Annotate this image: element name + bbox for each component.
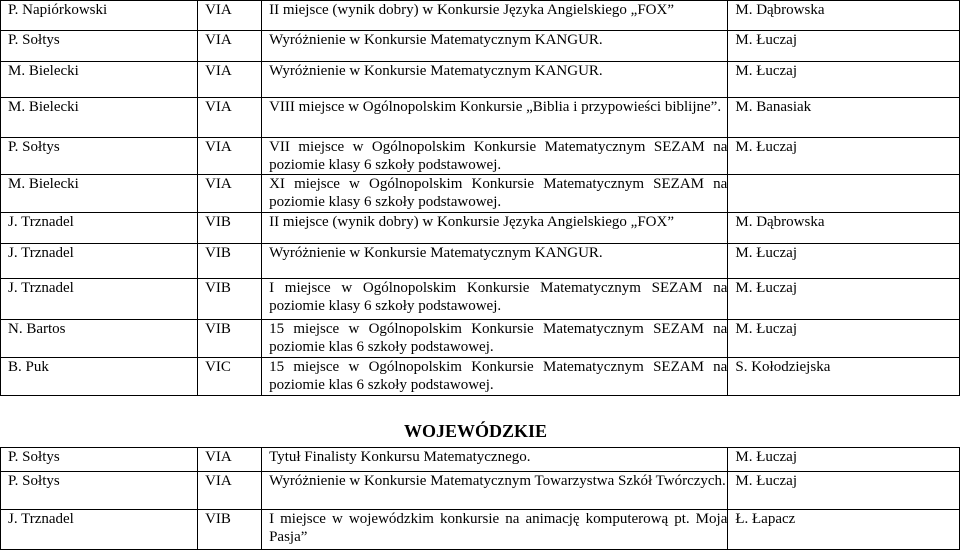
student-name: J. Trznadel bbox=[1, 244, 198, 279]
teacher-name: Ł. Łapacz bbox=[728, 510, 960, 550]
teacher-name: M. Dąbrowska bbox=[728, 213, 960, 244]
student-name: M. Bielecki bbox=[1, 62, 198, 98]
teacher-name: M. Łuczaj bbox=[728, 62, 960, 98]
teacher-name: M. Łuczaj bbox=[728, 279, 960, 320]
student-class: VIB bbox=[198, 213, 262, 244]
table-row bbox=[1, 358, 960, 396]
table-row bbox=[1, 175, 960, 213]
student-class: VIB bbox=[198, 279, 262, 320]
table-row bbox=[1, 279, 960, 320]
award-description: 15 miejsce w Ogólnopolskim Konkursie Matematycznym SEZAM na poziomie klas 6 szkoły podstawowej. bbox=[262, 358, 728, 396]
student-name: P. Sołtys bbox=[1, 31, 198, 62]
student-class: VIA bbox=[198, 62, 262, 98]
student-class: VIA bbox=[198, 138, 262, 175]
teacher-name: S. Kołodziejska bbox=[728, 358, 960, 396]
award-description: 15 miejsce w Ogólnopolskim Konkursie Matematycznym SEZAM na poziomie klas 6 szkoły podstawowej. bbox=[262, 320, 728, 358]
teacher-name: M. Łuczaj bbox=[728, 138, 960, 175]
table-row bbox=[1, 472, 960, 510]
table-row bbox=[1, 244, 960, 279]
student-class: VIA bbox=[198, 31, 262, 62]
table-row bbox=[1, 31, 960, 62]
student-name: J. Trznadel bbox=[1, 213, 198, 244]
teacher-name: M. Banasiak bbox=[728, 98, 960, 138]
award-description: I miejsce w Ogólnopolskim Konkursie Matematycznym SEZAM na poziomie klasy 6 szkoły podstawowej. bbox=[262, 279, 728, 320]
student-name: J. Trznadel bbox=[1, 510, 198, 550]
student-class: VIA bbox=[198, 1, 262, 31]
student-class: VIA bbox=[198, 448, 262, 472]
award-description: VIII miejsce w Ogólnopolskim Konkursie „Biblia i przypowieści biblijne”. bbox=[262, 98, 728, 138]
student-class: VIB bbox=[198, 320, 262, 358]
teacher-name: M. Łuczaj bbox=[728, 31, 960, 62]
table-row bbox=[1, 98, 960, 138]
student-class: VIB bbox=[198, 244, 262, 279]
award-description: Wyróżnienie w Konkursie Matematycznym KANGUR. bbox=[262, 62, 728, 98]
award-description: Wyróżnienie w Konkursie Matematycznym KANGUR. bbox=[262, 244, 728, 279]
section-heading-regional: WOJEWÓDZKIE bbox=[404, 421, 548, 441]
student-class: VIA bbox=[198, 472, 262, 510]
student-name: P. Sołtys bbox=[1, 138, 198, 175]
table-row bbox=[1, 138, 960, 175]
teacher-name bbox=[728, 175, 960, 213]
student-name: B. Puk bbox=[1, 358, 198, 396]
teacher-name: M. Łuczaj bbox=[728, 244, 960, 279]
award-description: XI miejsce w Ogólnopolskim Konkursie Matematycznym SEZAM na poziomie klasy 6 szkoły podstawowej. bbox=[262, 175, 728, 213]
student-name: P. Napiórkowski bbox=[1, 1, 198, 31]
table-row bbox=[1, 448, 960, 472]
table-row bbox=[1, 213, 960, 244]
student-name: N. Bartos bbox=[1, 320, 198, 358]
table-row bbox=[1, 62, 960, 98]
regional-awards-table bbox=[0, 447, 960, 550]
award-description: II miejsce (wynik dobry) w Konkursie Języka Angielskiego „FOX” bbox=[262, 213, 728, 244]
table-row bbox=[1, 320, 960, 358]
student-class: VIA bbox=[198, 175, 262, 213]
teacher-name: M. Łuczaj bbox=[728, 448, 960, 472]
award-description: VII miejsce w Ogólnopolskim Konkursie Matematycznym SEZAM na poziomie klasy 6 szkoły podstawowej. bbox=[262, 138, 728, 175]
award-description: Wyróżnienie w Konkursie Matematycznym Towarzystwa Szkół Twórczych. bbox=[262, 472, 728, 510]
award-description: Tytuł Finalisty Konkursu Matematycznego. bbox=[262, 448, 728, 472]
student-class: VIC bbox=[198, 358, 262, 396]
student-name: M. Bielecki bbox=[1, 98, 198, 138]
student-class: VIA bbox=[198, 98, 262, 138]
table-row bbox=[1, 1, 960, 31]
award-description: I miejsce w wojewódzkim konkursie na animację komputerową pt. Moja Pasja” bbox=[262, 510, 728, 550]
award-description: II miejsce (wynik dobry) w Konkursie Języka Angielskiego „FOX” bbox=[262, 1, 728, 31]
student-name: M. Bielecki bbox=[1, 175, 198, 213]
teacher-name: M. Łuczaj bbox=[728, 472, 960, 510]
table-row bbox=[1, 510, 960, 550]
teacher-name: M. Dąbrowska bbox=[728, 1, 960, 31]
award-description: Wyróżnienie w Konkursie Matematycznym KANGUR. bbox=[262, 31, 728, 62]
student-name: P. Sołtys bbox=[1, 472, 198, 510]
student-name: P. Sołtys bbox=[1, 448, 198, 472]
student-name: J. Trznadel bbox=[1, 279, 198, 320]
student-class: VIB bbox=[198, 510, 262, 550]
teacher-name: M. Łuczaj bbox=[728, 320, 960, 358]
